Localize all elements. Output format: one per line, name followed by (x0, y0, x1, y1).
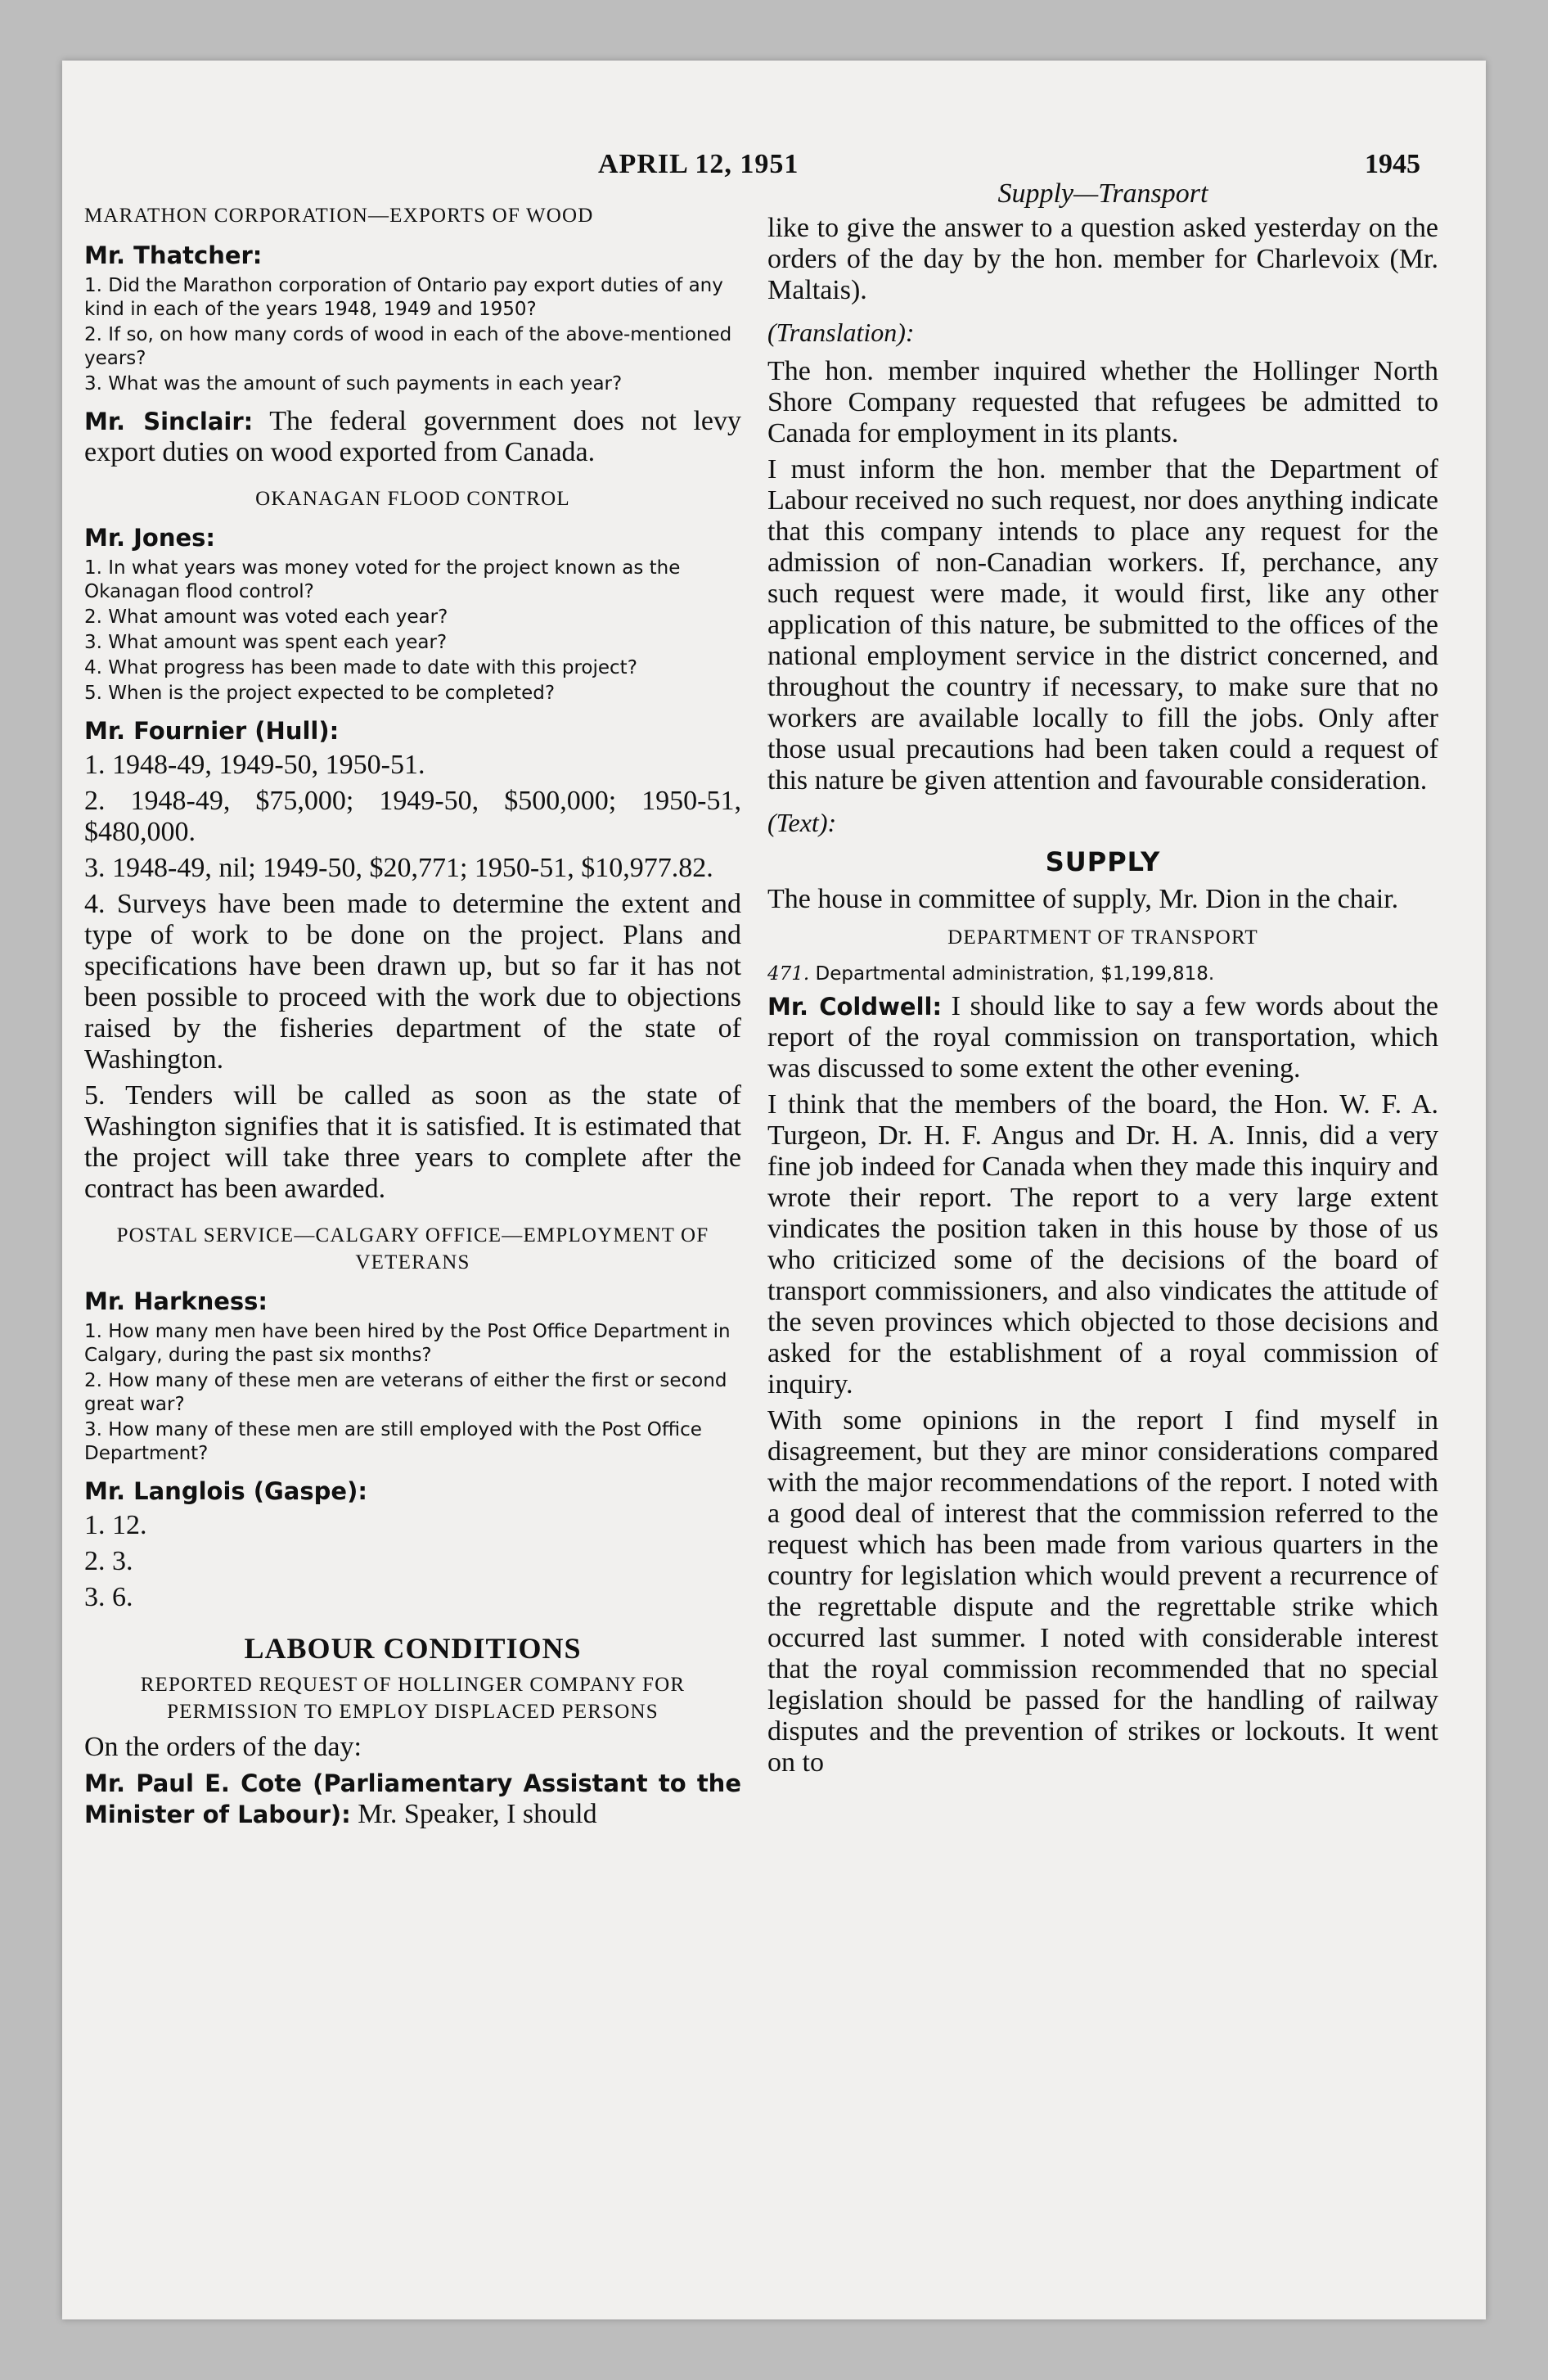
paragraph: The house in committee of supply, Mr. Dion in the chair. (767, 884, 1399, 914)
section-heading-marathon: MARATHON CORPORATION—EXPORTS OF WOOD (84, 205, 594, 227)
question: 2. If so, on how many cords of wood in each of the above-mentioned years? (84, 323, 732, 369)
cote-paragraph (84, 1768, 741, 1830)
question: 3. What was the amount of such payments in each year? (84, 372, 623, 394)
section-subheading-hollinger: REPORTED REQUEST OF HOLLINGER COMPANY FOR PERMISSION TO EMPLOY DISPLACED PERSONS (140, 1674, 686, 1723)
question: 1. Did the Marathon corporation of Ontario pay export duties of any kind in each of the years 1948, 1949 and 1950? (84, 274, 723, 320)
supply-item (767, 963, 1438, 985)
speaker-sinclair: Mr. Sinclair: (84, 407, 254, 435)
question: 1. In what years was money voted for the project known as the Okanagan flood control? (84, 557, 681, 602)
item-text: Departmental administration, $1,199,818. (815, 962, 1215, 985)
speaker-coldwell: Mr. Coldwell: (767, 992, 943, 1021)
section-heading-transport: DEPARTMENT OF TRANSPORT (947, 926, 1258, 949)
paragraph: like to give the answer to a question asked yesterday on the orders of the day by the hon. member for Charlevoix (Mr. Maltais). (767, 213, 1438, 305)
answer: 3. 6. (84, 1582, 133, 1612)
orders-of-day: On the orders of the day: (84, 1732, 362, 1762)
section-heading-labour: LABOUR CONDITIONS (244, 1632, 582, 1665)
answer-text: The federal government does not levy export duties on wood exported from Canada. (84, 405, 741, 467)
speaker-fournier: Mr. Fournier (Hull): (84, 717, 340, 745)
answer: 1. 1948-49, 1949-50, 1950-51. (84, 750, 425, 780)
speaker-langlois: Mr. Langlois (Gaspe): (84, 1477, 367, 1505)
text-label: (Text): (767, 808, 837, 837)
question: 2. What amount was voted each year? (84, 606, 448, 628)
question: 5. When is the project expected to be completed? (84, 683, 556, 704)
paragraph: The hon. member inquired whether the Hollinger North Shore Company requested that refugees be admitted to Canada for employment in its plants. (767, 356, 1438, 449)
right-column (767, 178, 1438, 1783)
answer: 1. 12. (84, 1510, 147, 1540)
paragraph: I think that the members of the board, the Hon. W. F. A. Turgeon, Dr. H. F. Angus and Dr. H. A. Innis, did a very fine job indeed for Canada when they made this inquiry and wrote their report. The report to a very large extent vindicates the position taken in this house by those of us who criticized some of the decisions of the board of transport commissioners, and also vindicates the attitude of the seven provinces which objected to those decisions and asked for the establishment of a royal commission of inquiry. (767, 1089, 1438, 1400)
question: 2. How many of these men are veterans of either the first or second great war? (84, 1370, 727, 1415)
section-heading-okanagan: OKANAGAN FLOOD CONTROL (255, 487, 570, 510)
speaker-jones: Mr. Jones: (84, 524, 216, 552)
cote-text: Mr. Speaker, I should (358, 1799, 597, 1829)
answer: 5. Tenders will be called as soon as the state of Washington signifies that it is satisfied. It is estimated that the project will take three years to complete after the contract has been awarded. (84, 1080, 741, 1204)
section-heading-postal: POSTAL SERVICE—CALGARY OFFICE—EMPLOYMENT OF VETERANS (116, 1224, 709, 1273)
answer: 4. Surveys have been made to determine the extent and type of work to be done on the project. Plans and specifications have been drawn up, but so far it has not been possible to proceed with the work due to objections raised by the fisheries department of the state of Washington. (84, 889, 741, 1075)
question: 4. What progress has been made to date with this project? (84, 657, 637, 678)
left-column (84, 196, 741, 1835)
speaker-cote: Mr. Paul E. Cote (Parliamentary Assistant to the Minister of Labour): (84, 1769, 741, 1828)
question: 1. How many men have been hired by the Post Office Department in Calgary, during the past six months? (84, 1321, 731, 1366)
question: 3. How many of these men are still employed with the Post Office Department? (84, 1419, 702, 1464)
running-subtitle: Supply—Transport (997, 178, 1208, 209)
paragraph: With some opinions in the report I find myself in disagreement, but they are minor considerations compared with the major recommendations of the report. I noted with a good deal of interest that the commission referred to the request which has been made from various quarters in the country for legislation which would prevent a recurrence of the regrettable dispute and the regrettable strike which occurred last summer. I noted with considerable interest that the royal commission recommended that no special legislation should be passed for the handling of railway disputes and the prevention of strikes or lockouts. It went on to (767, 1404, 1438, 1778)
paragraph: I must inform the hon. member that the Department of Labour received no such request, nor does anything indicate that this company intends to place any request for the admission of non-Canadian workers. If, perchance, any such request were made, it would first, like any other application of this nature, be submitted to the offices of the national employment service in the district concerned, and throughout the country if necessary, to make sure that no workers are available locally to fill the jobs. Only after those usual precautions had been taken could a request of this nature be given attention and favourable consideration. (767, 454, 1438, 796)
coldwell-paragraph (767, 991, 1438, 1084)
page-number: 1945 (1365, 149, 1420, 179)
section-heading-supply: SUPPLY (1045, 846, 1161, 877)
translation-label: (Translation): (767, 318, 915, 347)
answer-paragraph (84, 406, 741, 468)
document-page (62, 61, 1486, 2319)
speaker-harkness: Mr. Harkness: (84, 1287, 268, 1315)
coldwell-text: I should like to say a few words about the report of the royal commission on transportation, which was discussed to some extent the other evening. (767, 990, 1438, 1084)
question: 3. What amount was spent each year? (84, 632, 448, 653)
answer: 3. 1948-49, nil; 1949-50, $20,771; 1950-51, $10,977.82. (84, 853, 713, 883)
answer: 2. 3. (84, 1546, 133, 1576)
speaker-thatcher: Mr. Thatcher: (84, 241, 263, 269)
header-date: APRIL 12, 1951 (598, 149, 799, 179)
item-number: 471. (767, 962, 810, 985)
answer: 2. 1948-49, $75,000; 1949-50, $500,000; 1950-51, $480,000. (84, 786, 741, 847)
